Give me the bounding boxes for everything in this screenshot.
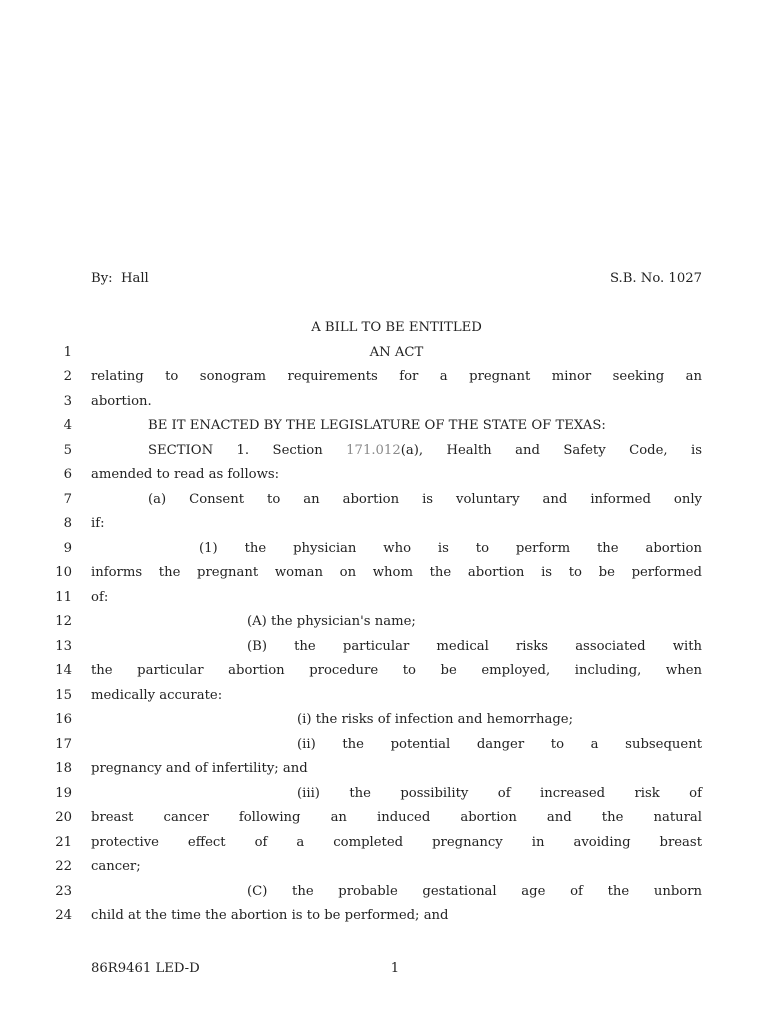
bill-line: relating to sonogram requirements for a pregnant minor seeking an (91, 369, 702, 384)
line-number: 1 (63, 345, 72, 360)
bill-line: amended to read as follows: (91, 467, 280, 482)
line-number: 15 (55, 688, 72, 703)
line-number: 6 (63, 467, 72, 482)
bill-line: abortion. (91, 394, 152, 409)
bill-line: if: (91, 516, 105, 531)
line-number: 13 (55, 639, 72, 654)
line-number: 22 (55, 859, 72, 874)
enacting-clause: BE IT ENACTED BY THE LEGISLATURE OF THE STATE OF TEXAS: (148, 418, 606, 433)
line-number: 12 (55, 614, 72, 629)
section-text: SECTION 1. Section (148, 443, 347, 458)
bill-line: (C) the probable gestational age of the unborn (247, 884, 702, 899)
line-number: 17 (55, 737, 72, 752)
line-number: 9 (63, 541, 72, 556)
line-number: 5 (63, 443, 72, 458)
bill-line: (iii) the possibility of increased risk of (297, 786, 702, 801)
bill-line: pregnancy and of infertility; and (91, 761, 308, 776)
bill-line: (ii) the potential danger to a subsequent (297, 737, 702, 752)
line-number: 23 (55, 884, 72, 899)
line-number: 2 (63, 369, 72, 384)
document-id: 86R9461 LED-D (91, 961, 200, 976)
line-number: 4 (63, 418, 72, 433)
bill-line: child at the time the abortion is to be performed; and (91, 908, 449, 923)
bill-line: of: (91, 590, 109, 605)
bill-line: medically accurate: (91, 688, 223, 703)
section-line (148, 442, 702, 460)
line-number: 21 (55, 835, 72, 850)
section-text: (a), Health and Safety Code, is (400, 443, 702, 458)
page-number: 1 (390, 961, 400, 976)
bill-line: breast cancer following an induced abortion and the natural (91, 810, 702, 825)
line-number: 11 (55, 590, 72, 605)
line-number: 16 (55, 712, 72, 727)
code-section-link[interactable]: 171.012 (346, 443, 401, 458)
bill-number: S.B. No. 1027 (609, 271, 702, 286)
line-number: 10 (55, 565, 72, 580)
line-number: 8 (63, 516, 72, 531)
bill-line: (B) the particular medical risks associated with (247, 639, 702, 654)
bill-author: By: Hall (91, 271, 149, 286)
line-number: 24 (55, 908, 72, 923)
bill-line: (A) the physician's name; (247, 614, 416, 629)
line-number: 20 (55, 810, 72, 825)
bill-line: (1) the physician who is to perform the abortion (199, 541, 702, 556)
bill-line: (i) the risks of infection and hemorrhage; (297, 712, 574, 727)
bill-line: (a) Consent to an abortion is voluntary and informed only (148, 492, 702, 507)
line-number: 7 (63, 492, 72, 507)
bill-line: informs the pregnant woman on whom the abortion is to be performed (91, 565, 702, 580)
act-heading: AN ACT (369, 345, 424, 360)
line-number: 19 (55, 786, 72, 801)
line-number: 18 (55, 761, 72, 776)
bill-title: A BILL TO BE ENTITLED (311, 320, 482, 335)
bill-line: cancer; (91, 859, 141, 874)
line-number: 3 (63, 394, 72, 409)
bill-line: protective effect of a completed pregnancy in avoiding breast (91, 835, 702, 850)
bill-line: the particular abortion procedure to be employed, including, when (91, 663, 702, 678)
line-number: 14 (55, 663, 72, 678)
